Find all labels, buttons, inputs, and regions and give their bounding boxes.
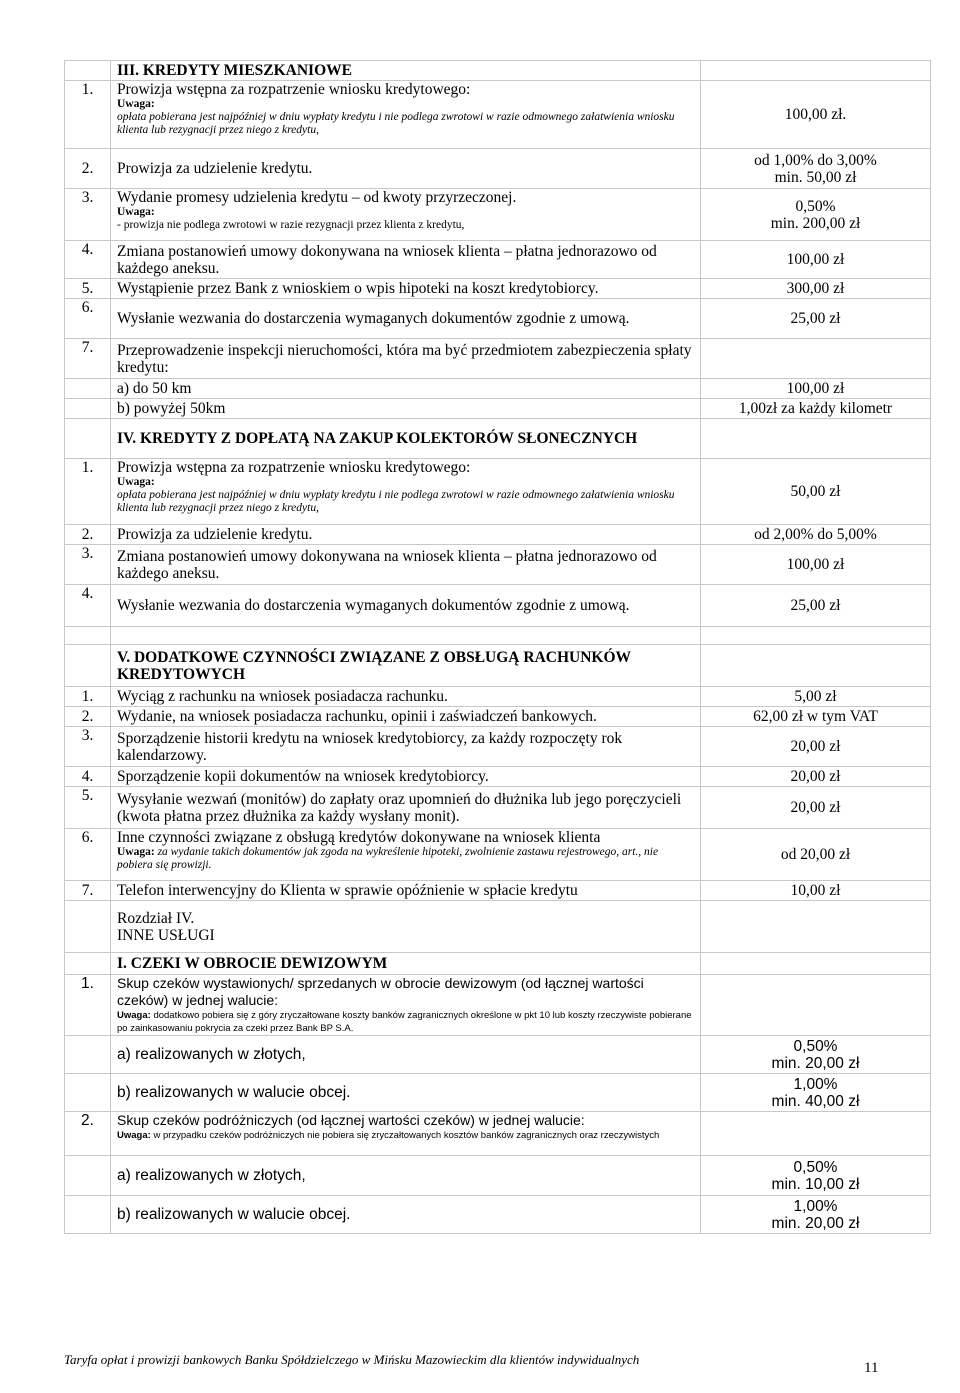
table-row: 1. Skup czeków wystawionych/ sprzedanych w obrocie dewizowym (od łącznej wartości czeków) w jednej walucie: Uwaga: dodatkowo pobiera się z góry zryczałtowane koszty banków zagranicznych określone w pkt 10 lub koszty rzeczywiste pobierane po zainkasowaniu pokrycia za czeki przez Bank BP S.A. xyxy=(65,975,931,1036)
row-subitem: b) realizowanych w walucie obcej. xyxy=(111,1196,701,1234)
section-title: III. KREDYTY MIESZKANIOWE xyxy=(111,61,701,81)
row-note: opłata pobierana jest najpóźniej w dniu wypłaty kredytu i nie podlega zwrotowi w razie odmownego załatwienia wniosku klienta lub rezygnacji przez niego z kredytu, xyxy=(117,489,675,514)
row-text: Wyciąg z rachunku na wniosek posiadacza rachunku. xyxy=(111,687,701,707)
row-text: Przeprowadzenie inspekcji nieruchomości, która ma być przedmiotem zabezpieczenia spłaty kredytu: xyxy=(111,339,701,379)
table-row xyxy=(65,1196,931,1234)
row-amount: 20,00 zł xyxy=(701,727,931,767)
row-amount-min: min. 20,00 zł xyxy=(771,1054,860,1072)
chapter-title: Rozdział IV. xyxy=(117,909,195,927)
row-text: Zmiana postanowień umowy dokonywana na wniosek klienta – płatna jednorazowo od każdego aneksu. xyxy=(111,241,701,279)
page-footer: Taryfa opłat i prowizji bankowych Banku Spółdzielczego w Mińsku Mazowieckim dla klientów indywidualnych xyxy=(64,1352,640,1367)
section-header xyxy=(65,953,931,975)
row-amount: 25,00 zł xyxy=(701,299,931,339)
table-row xyxy=(65,1036,931,1074)
row-amount: 25,00 zł xyxy=(701,585,931,627)
table-row: 3. Sporządzenie historii kredytu na wniosek kredytobiorcy, za każdy rozpoczęty rok kalendarzowy. 20,00 zł xyxy=(65,727,931,767)
row-text: Wysłanie wezwania do dostarczenia wymaganych dokumentów zgodnie z umową. xyxy=(111,299,701,339)
row-text: Wysyłanie wezwań (monitów) do zapłaty oraz upomnień do dłużnika lub jego poręczycieli (kwota płatna przez dłużnika za każdy wysłany monit). xyxy=(111,787,701,829)
row-subitem: a) do 50 km xyxy=(111,379,701,399)
row-text: Wydanie promesy udzielenia kredytu – od kwoty przyrzeczonej. xyxy=(117,189,517,206)
row-amount: 20,00 zł xyxy=(701,787,931,829)
fee-table xyxy=(64,60,931,1234)
row-note: dodatkowo pobiera się z góry zryczałtowane koszty banków zagranicznych określone w pkt 10 lub koszty rzeczywiste pobierane po zainkasowaniu pokrycia za czeki przez Bank BP S.A. xyxy=(117,1010,692,1034)
row-amount: 1,00% xyxy=(793,1197,838,1215)
row-amount: 62,00 zł w tym VAT xyxy=(701,707,931,727)
page-number: 11 xyxy=(864,1360,879,1376)
table-row: 1. Prowizja wstępna za rozpatrzenie wniosku kredytowego: Uwaga: opłata pobierana jest najpóźniej w dniu wypłaty kredytu i nie podlega zwrotowi w razie odmownego załatwienia wniosku klienta lub rezygnacji przez niego z kredytu, 50,00 zł xyxy=(65,459,931,525)
row-text: Sporządzenie kopii dokumentów na wniosek kredytobiorcy. xyxy=(111,767,701,787)
row-amount: od 2,00% do 5,00% xyxy=(701,525,931,545)
row-amount: 10,00 zł xyxy=(701,881,931,901)
row-text: Sporządzenie historii kredytu na wniosek kredytobiorcy, za każdy rozpoczęty rok kalendarzowy. xyxy=(111,727,701,767)
table-row: 2. Wydanie, na wniosek posiadacza rachunku, opinii i zaświadczeń bankowych. 62,00 zł w tym VAT xyxy=(65,707,931,727)
row-amount: 100,00 zł xyxy=(701,241,931,279)
table-row: 4. Wysłanie wezwania do dostarczenia wymaganych dokumentów zgodnie z umową. 25,00 zł xyxy=(65,585,931,627)
row-amount: 1,00zł za każdy kilometr xyxy=(701,399,931,419)
row-text: Prowizja wstępna za rozpatrzenie wniosku kredytowego: xyxy=(117,81,471,98)
table-row: 3. Zmiana postanowień umowy dokonywana na wniosek klienta – płatna jednorazowo od każdego aneksu. 100,00 zł xyxy=(65,545,931,585)
row-note-label: Uwaga: xyxy=(117,846,155,858)
row-text: Prowizja za udzielenie kredytu. xyxy=(111,525,701,545)
row-amount: 0,50% xyxy=(793,1037,838,1055)
table-row xyxy=(65,379,931,399)
row-amount: 100,00 zł xyxy=(701,545,931,585)
row-text: Skup czeków podróżniczych (od łącznej wartości czeków) w jednej walucie: xyxy=(117,1112,585,1128)
row-text: Wysłanie wezwania do dostarczenia wymaganych dokumentów zgodnie z umową. xyxy=(111,585,701,627)
table-row: 7. Przeprowadzenie inspekcji nieruchomości, która ma być przedmiotem zabezpieczenia spłaty kredytu: xyxy=(65,339,931,379)
spacer-row xyxy=(65,627,931,645)
row-text: Skup czeków wystawionych/ sprzedanych w obrocie dewizowym (od łącznej wartości czeków) w jednej walucie: xyxy=(117,975,644,1008)
row-amount: od 20,00 zł xyxy=(701,829,931,881)
row-amount: 300,00 zł xyxy=(701,279,931,299)
section-title: V. DODATKOWE CZYNNOŚCI ZWIĄZANE Z OBSŁUGĄ RACHUNKÓW KREDYTOWYCH xyxy=(111,645,701,687)
table-row: 2. Prowizja za udzielenie kredytu. od 2,00% do 5,00% xyxy=(65,525,931,545)
row-amount: 50,00 zł xyxy=(701,459,931,525)
row-amount: 100,00 zł. xyxy=(701,81,931,149)
table-row: 5. Wystąpienie przez Bank z wnioskiem o wpis hipoteki na koszt kredytobiorcy. 300,00 zł xyxy=(65,279,931,299)
table-row: 6. Wysłanie wezwania do dostarczenia wymaganych dokumentów zgodnie z umową. 25,00 zł xyxy=(65,299,931,339)
row-text: Prowizja za udzielenie kredytu. xyxy=(111,149,701,189)
row-note: w przypadku czeków podróżniczych nie pobiera się zryczałtowanych kosztów banków zagranicznych oraz rzeczywistych xyxy=(153,1130,660,1141)
row-amount: 5,00 zł xyxy=(701,687,931,707)
row-note-label: Uwaga: xyxy=(117,1010,151,1021)
row-amount-min: min. 40,00 zł xyxy=(771,1092,860,1110)
chapter-subtitle: INNE USŁUGI xyxy=(117,926,215,944)
table-row: 4. Sporządzenie kopii dokumentów na wniosek kredytobiorcy. 20,00 zł xyxy=(65,767,931,787)
table-row: 6. Inne czynności związane z obsługą kredytów dokonywane na wniosek klienta Uwaga: za wydanie takich dokumentów jak zgoda na wykreślenie hipoteki, zwolnienie zastawu rejestrowego, art., nie pobiera się prowizji. od 20,00 zł xyxy=(65,829,931,881)
row-amount: 0,50% xyxy=(795,197,836,215)
row-amount: 100,00 zł xyxy=(701,379,931,399)
row-subitem: a) realizowanych w złotych, xyxy=(111,1036,701,1074)
table-row: 2. Skup czeków podróżniczych (od łącznej wartości czeków) w jednej walucie: Uwaga: w przypadku czeków podróżniczych nie pobiera się zryczałtowanych kosztów banków zagranicznych oraz rzeczywistych xyxy=(65,1112,931,1156)
chapter-header xyxy=(65,901,931,953)
table-row: 2. Prowizja za udzielenie kredytu. od 1,00% do 3,00% min. 50,00 zł xyxy=(65,149,931,189)
row-amount-min: min. 20,00 zł xyxy=(771,1214,860,1232)
row-amount-min: min. 50,00 zł xyxy=(774,168,857,186)
row-text: Prowizja wstępna za rozpatrzenie wniosku kredytowego: xyxy=(117,459,471,476)
table-row: 1. Wyciąg z rachunku na wniosek posiadacza rachunku. 5,00 zł xyxy=(65,687,931,707)
row-amount-min: min. 10,00 zł xyxy=(771,1175,860,1193)
row-amount: 20,00 zł xyxy=(701,767,931,787)
row-text: Telefon interwencyjny do Klienta w sprawie opóźnienie w spłacie kredytu xyxy=(111,881,701,901)
row-note: - prowizja nie podlega zwrotowi w razie rezygnacji przez klienta z kredytu, xyxy=(117,219,465,231)
section-header xyxy=(65,419,931,459)
table-row xyxy=(65,1156,931,1196)
row-text: Wydanie, na wniosek posiadacza rachunku, opinii i zaświadczeń bankowych. xyxy=(111,707,701,727)
row-text: Zmiana postanowień umowy dokonywana na wniosek klienta – płatna jednorazowo od każdego aneksu. xyxy=(111,545,701,585)
row-amount: od 1,00% do 3,00% xyxy=(754,151,877,169)
table-row: 1. Prowizja wstępna za rozpatrzenie wniosku kredytowego: Uwaga: opłata pobierana jest najpóźniej w dniu wypłaty kredytu i nie podlega zwrotowi w razie odmownego załatwienia wniosku klienta lub rezygnacji przez niego z kredytu, 100,00 zł. xyxy=(65,81,931,149)
row-note: za wydanie takich dokumentów jak zgoda na wykreślenie hipoteki, zwolnienie zastawu rejestrowego, art., nie pobiera się prowizji. xyxy=(117,846,659,871)
row-subitem: a) realizowanych w złotych, xyxy=(111,1156,701,1196)
table-row xyxy=(65,1074,931,1112)
row-amount-min: min. 200,00 zł xyxy=(770,214,861,232)
section-title: I. CZEKI W OBROCIE DEWIZOWYM xyxy=(111,953,701,975)
row-amount: 1,00% xyxy=(793,1075,838,1093)
row-note: opłata pobierana jest najpóźniej w dniu wypłaty kredytu i nie podlega zwrotowi w razie odmownego załatwienia wniosku klienta lub rezygnacji przez niego z kredytu, xyxy=(117,111,675,136)
row-text: Wystąpienie przez Bank z wnioskiem o wpis hipoteki na koszt kredytobiorcy. xyxy=(111,279,701,299)
row-subitem: b) powyżej 50km xyxy=(111,399,701,419)
section-header xyxy=(65,645,931,687)
row-subitem: b) realizowanych w walucie obcej. xyxy=(111,1074,701,1112)
table-row: 5. Wysyłanie wezwań (monitów) do zapłaty oraz upomnień do dłużnika lub jego poręczycieli (kwota płatna przez dłużnika za każdy wysłany monit). 20,00 zł xyxy=(65,787,931,829)
table-row: 3. Wydanie promesy udzielenia kredytu – od kwoty przyrzeczonej. Uwaga: - prowizja nie podlega zwrotowi w razie rezygnacji przez klienta z kredytu, 0,50% min. 200,00 zł xyxy=(65,189,931,241)
table-row: 7. Telefon interwencyjny do Klienta w sprawie opóźnienie w spłacie kredytu 10,00 zł xyxy=(65,881,931,901)
row-text: Inne czynności związane z obsługą kredytów dokonywane na wniosek klienta xyxy=(117,829,601,846)
section-header xyxy=(65,61,931,81)
row-amount: 0,50% xyxy=(793,1158,838,1176)
section-title: IV. KREDYTY Z DOPŁATĄ NA ZAKUP KOLEKTORÓW SŁONECZNYCH xyxy=(111,419,701,459)
table-row: 4. Zmiana postanowień umowy dokonywana na wniosek klienta – płatna jednorazowo od każdego aneksu. 100,00 zł xyxy=(65,241,931,279)
table-row xyxy=(65,399,931,419)
row-note-label: Uwaga: xyxy=(117,1130,151,1141)
